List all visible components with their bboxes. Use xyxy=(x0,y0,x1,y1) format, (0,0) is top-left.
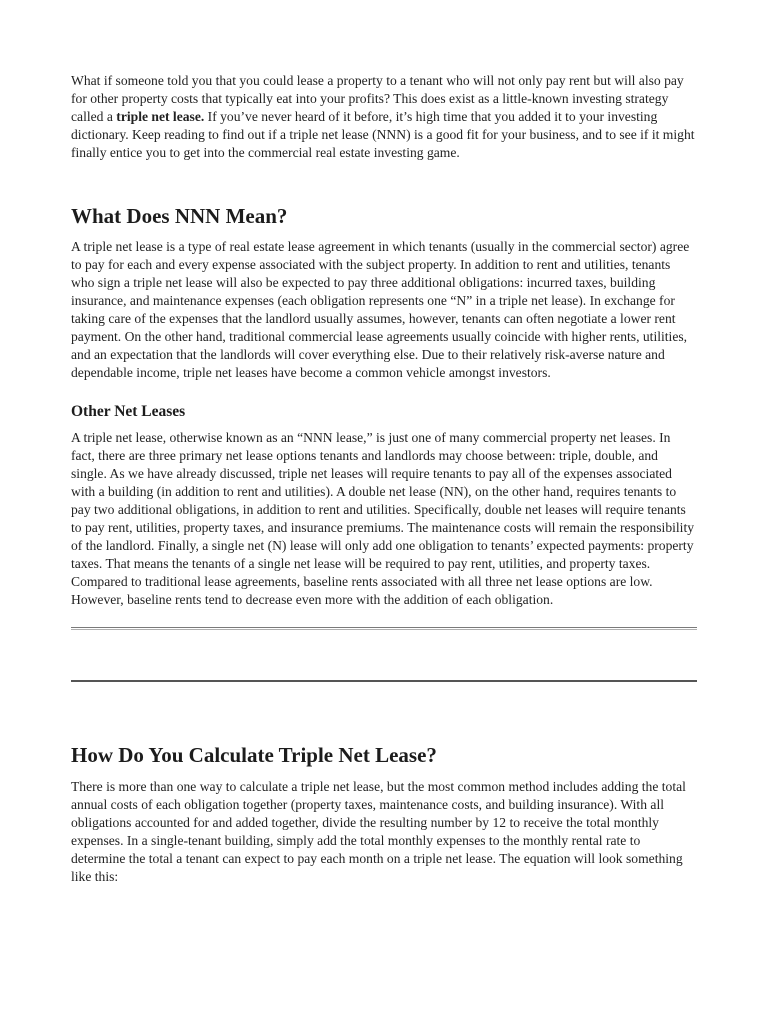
heading-other-net-leases: Other Net Leases xyxy=(71,403,186,420)
horizontal-rule xyxy=(71,680,697,682)
horizontal-rule-double xyxy=(71,627,697,630)
paragraph-other-net-leases: A triple net lease, otherwise known as an “NNN lease,” is just one of many commercial property net leases. In fact, there are three primary net lease options tenants and landlords may choose between: triple, double, and single. As we have already discussed, triple net leases will require tenants to pay all of the expenses associated with a building (in addition to rent and utilities). A double net lease (NN), on the other hand, requires tenants to pay two additional obligations, in addition to rent and utilities. Specifically, double net leases will require tenants to pay rent, utilities, property taxes, and insurance premiums. The maintenance costs will remain the responsibility of the landlord. Finally, a single net (N) lease will only add one obligation to tenants’ expected payments: property taxes. That means the tenants of a single net lease will be required to pay rent, utilities, and property taxes. Compared to traditional lease agreements, baseline rents associated with all three net lease options are low. However, baseline rents tend to decrease even more with the addition of each obligation. xyxy=(71,430,695,607)
intro-text-after: If you’ve never heard of it before, it’s high time that you added it to your investing dictionary. Keep reading to find out if a triple net lease (NNN) is a good fit for your business, and to see if it might finally entice you to get into the commercial real estate investing game. xyxy=(71,109,695,160)
paragraph-calculation: There is more than one way to calculate a triple net lease, but the most common method includes adding the total annual costs of each obligation together (property taxes, maintenance costs, and building insurance). With all obligations accounted for and added together, divide the resulting number by 12 to receive the total monthly expenses. In a single-tenant building, simply add the total monthly expenses to the monthly rental rate to determine the total a tenant can expect to pay each month on a triple net lease. The equation will look something like this: xyxy=(71,779,686,884)
document-page xyxy=(71,72,697,886)
intro-bold-term: triple net lease. xyxy=(116,109,205,124)
heading-how-to-calculate: How Do You Calculate Triple Net Lease? xyxy=(71,743,437,767)
intro-text-before: What if someone told you that you could lease a property to a tenant who will not only pay rent but will also pay for other property costs that typically eat into your profits? This does exist as a little-known investing strategy called a xyxy=(71,73,684,124)
paragraph-nnn-definition: A triple net lease is a type of real estate lease agreement in which tenants (usually in the commercial sector) agree to pay for each and every expense associated with the subject property. In addition to rent and utilities, tenants who sign a triple net lease will also be expected to pay three additional obligations: incurred taxes, building insurance, and maintenance expenses (each obligation represents one “N” in a triple net lease). In exchange for taking care of the expenses that the landlord usually assumes, however, tenants can often negotiate a lower rent payment. On the other hand, traditional commercial lease agreements usually coincide with higher rents, utilities, and an expectation that the landlords will cover everything else. Due to their relatively risk-averse nature and dependable income, triple net leases have become a common vehicle amongst investors. xyxy=(71,239,690,380)
intro-paragraph xyxy=(71,72,697,162)
heading-what-does-nnn-mean: What Does NNN Mean? xyxy=(71,204,288,228)
